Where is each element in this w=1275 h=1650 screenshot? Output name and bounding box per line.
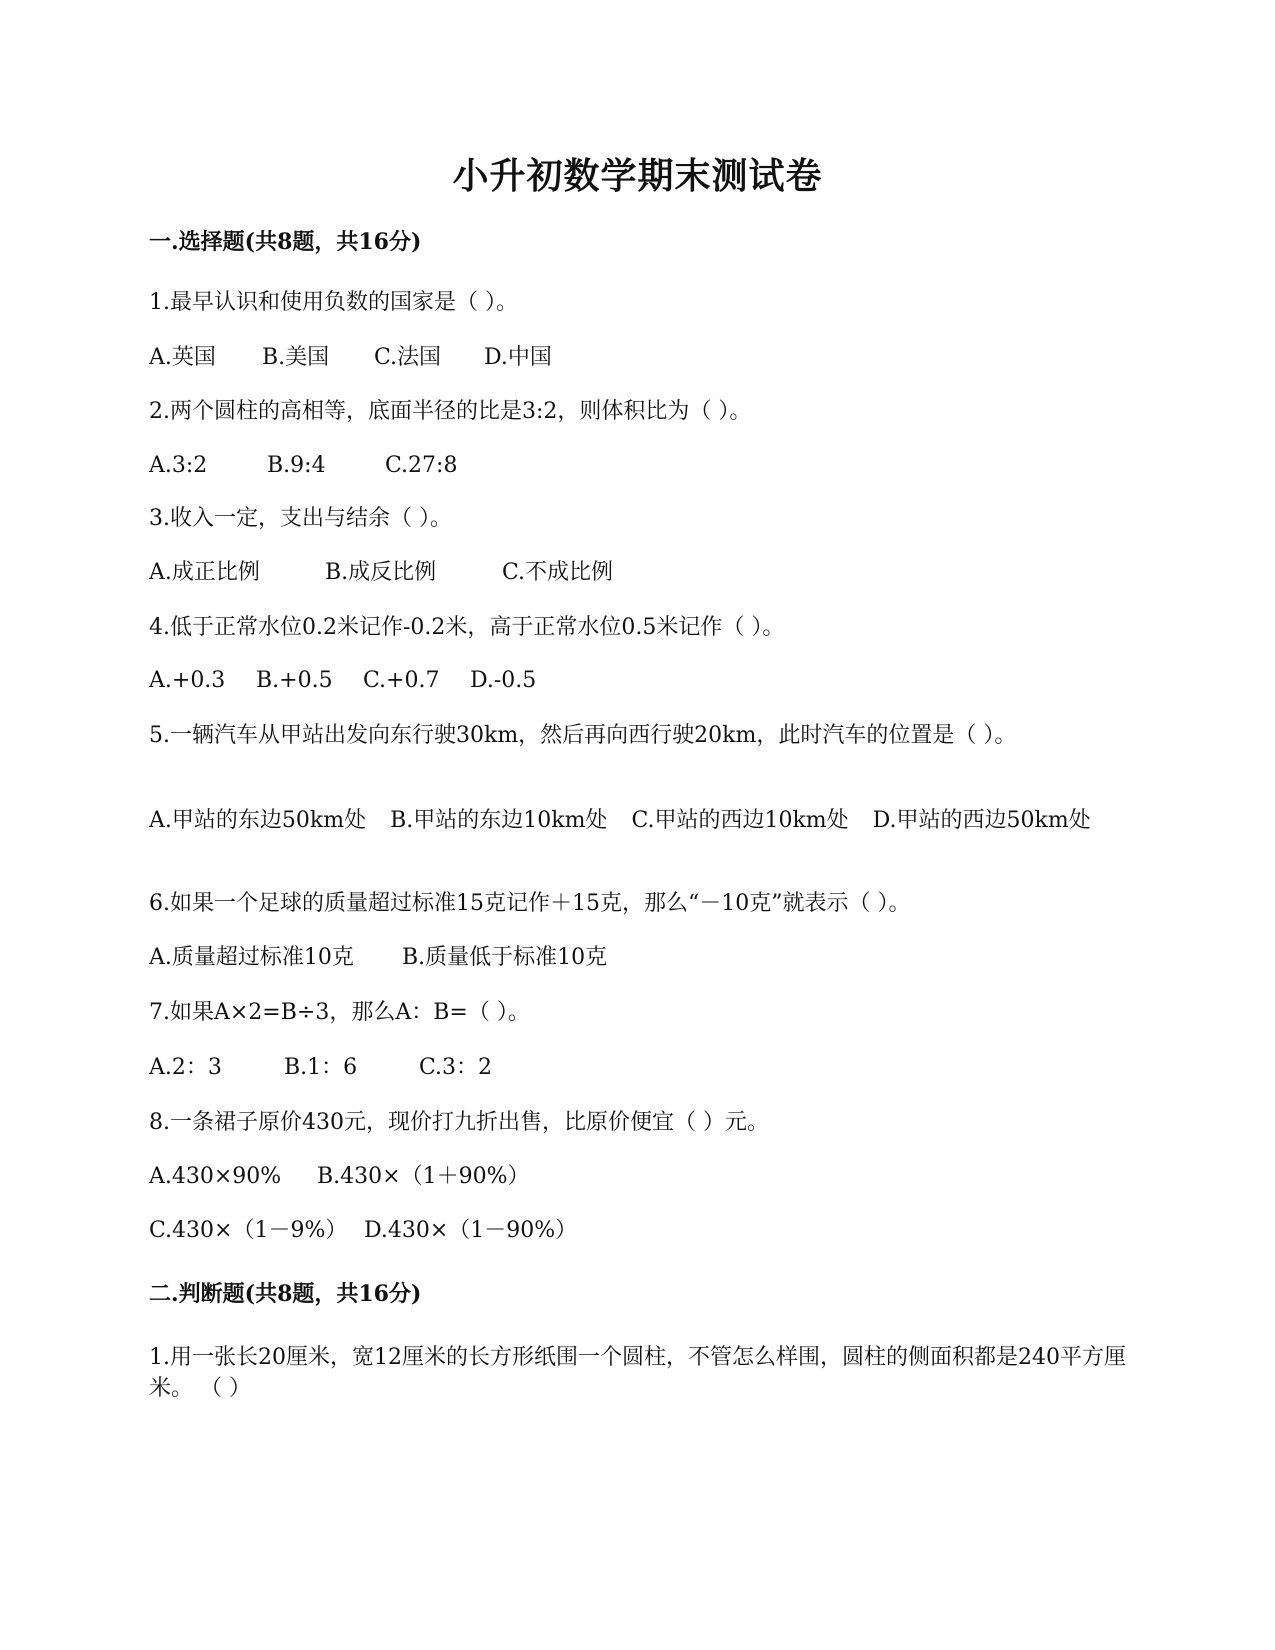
- question-4-options: [149, 667, 536, 695]
- option-a: A.430×90%: [149, 1164, 282, 1189]
- option-d: D.甲站的西边50km处: [872, 808, 1091, 833]
- option-b: B.质量低于标准10克: [402, 945, 608, 970]
- question-8-options-row-1: [149, 1163, 529, 1191]
- question-1-stem: 1.最早认识和使用负数的国家是（ ）。: [149, 290, 518, 315]
- page-title: 小升初数学期末测试卷: [452, 155, 823, 197]
- question-7-stem: 7.如果A×2=B÷3，那么A：B=（ ）。: [149, 1000, 530, 1025]
- question-5-options: [149, 806, 1129, 836]
- section-heading-judgement: 二.判断题(共8题，共16分): [149, 1281, 422, 1307]
- option-a: A.+0.3: [149, 668, 226, 693]
- option-a: A.成正比例: [149, 560, 260, 585]
- option-c: C.法国: [374, 345, 442, 370]
- option-c: C.甲站的西边10km处: [631, 808, 849, 833]
- option-b: B.成反比例: [325, 560, 437, 585]
- question-2-options: [149, 452, 457, 480]
- option-b: B.9:4: [267, 453, 326, 478]
- option-d: D.430×（1－90%）: [364, 1218, 578, 1243]
- option-c: C.27:8: [385, 453, 458, 478]
- option-c: C.+0.7: [363, 668, 440, 693]
- option-a: A.3:2: [149, 453, 208, 478]
- question-1-options: [149, 344, 552, 372]
- question-6-stem: 6.如果一个足球的质量超过标准15克记作＋15克，那么“－10克”就表示（ ）。: [149, 891, 911, 916]
- judgement-1-stem: 1.用一张长20厘米，宽12厘米的长方形纸围一个圆柱，不管怎么样围，圆柱的侧面积都是240平方厘米。 （ ）: [149, 1345, 1126, 1401]
- question-5-stem: 5.一辆汽车从甲站出发向东行驶30km，然后再向西行驶20km，此时汽车的位置是（ ）。: [149, 723, 1017, 748]
- section-heading-choice: 一.选择题(共8题，共16分): [149, 229, 422, 255]
- question-8-stem: 8.一条裙子原价430元，现价打九折出售，比原价便宜（ ）元。: [149, 1110, 769, 1135]
- option-c: C.不成比例: [502, 560, 614, 585]
- option-a: A.2：3: [149, 1055, 222, 1080]
- option-c: C.3：2: [419, 1055, 493, 1080]
- question-7-options: [149, 1054, 492, 1082]
- question-3-stem: 3.收入一定，支出与结余（ ）。: [149, 506, 452, 531]
- option-a: A.英国: [149, 345, 216, 370]
- option-b: B.美国: [262, 345, 330, 370]
- option-b: B.1：6: [284, 1055, 358, 1080]
- option-d: D.-0.5: [470, 668, 537, 693]
- question-2-stem: 2.两个圆柱的高相等，底面半径的比是3:2，则体积比为（ ）。: [149, 399, 752, 424]
- question-8-options-row-2: [149, 1217, 577, 1245]
- question-4-stem: 4.低于正常水位0.2米记作-0.2米，高于正常水位0.5米记作（ ）。: [149, 615, 785, 640]
- question-3-options: [149, 559, 613, 587]
- option-b: B.430×（1＋90%）: [317, 1164, 530, 1189]
- question-6-options: [149, 944, 607, 972]
- option-b: B.甲站的东边10km处: [390, 808, 608, 833]
- option-d: D.中国: [484, 345, 552, 370]
- option-b: B.+0.5: [256, 668, 333, 693]
- option-a: A.甲站的东边50km处: [149, 808, 367, 833]
- option-a: A.质量超过标准10克: [149, 945, 354, 970]
- option-c: C.430×（1－9%）: [149, 1218, 348, 1243]
